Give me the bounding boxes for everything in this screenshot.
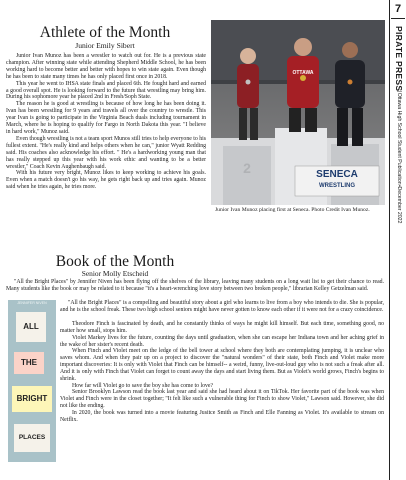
book-cover <box>8 300 56 462</box>
book-paragraph: Theodore Finch is fascinated by death, and he constantly thinks of ways he might kill himself. But each time, something good, no matter how small, stops him. <box>60 321 384 334</box>
issue-date: December 2022 <box>396 186 402 224</box>
athlete-article-body <box>6 53 206 191</box>
book-intro-paragraph: "All the Bright Places" by Jennifer Niven has been flying off the shelves of the library, leaving many students on a long wait list to get their chance to read. Many students like the book or may be related to it because "it's a heart-wrenching love story between two broken people," librarian Kelley Getzelman said. <box>6 279 384 292</box>
publication-subtitle: Ottawa High School Student Publication <box>396 92 402 185</box>
cover-note-places: PLACES <box>14 424 50 452</box>
book-article-body <box>60 321 384 424</box>
cover-note-all: ALL <box>16 312 46 342</box>
book-byline: Senior Molly Etscheid <box>81 269 149 278</box>
cover-note-bright: BRIGHT <box>12 386 52 412</box>
jersey-text: OTTAWA <box>292 70 314 76</box>
book-paragraph: Violet Markey lives for the future, counting the days until graduation, when she can escape her Indiana town and her aching grief in the wake of her sister's recent death. <box>60 334 384 348</box>
athlete-paragraph: This year he went to IHSA state finals and placed 6th. He fought hard and earned a good overall spot. He is looking forward to the future that wrestling may bring him. During his sophomore year he placed 2nd in Fresh/Soph State. <box>6 80 206 101</box>
book-paragraph: How far will Violet go to save the boy she has come to love? <box>72 382 214 389</box>
athlete-paragraph: With his future very bright, Munoz likes to keep working to achieve his goals. Even when a match doesn't go his way, he gets right back up and tries again. Munoz said when he tries again, he tries more. <box>6 170 206 191</box>
cover-note-the: THE <box>14 352 44 374</box>
book-intro <box>6 279 384 293</box>
publication-name: PIRATE PRESS <box>394 26 404 92</box>
book-paragraph: When Finch and Violet meet on the ledge of the bell tower at school where they both are contemplating jumping, it is unclear who saves whom. And when they pair up on a project to discover the "natural wonders" of their state, both Finch and Violet make more important discoveries: It is only with Violet that Finch can be himself-- a weird, funny, live-out-loud guy who is not such a freak after all. And it is only with Finch that Violet can forget to count away the days and start living them. But as Violet's world grows, Finch's begins to shrink. <box>60 348 384 382</box>
page-sidebar <box>389 0 406 480</box>
athlete-byline: Junior Emily Sibert <box>75 41 135 50</box>
athlete-paragraph: Even though wrestling is not a team sport Munos still tries to help everyone to his fullest extent. "He's really kind and helps others when he can," junior Wyatt Redding said. His coaches also acknowledge his effort. " He's a hardworking young man that has really stepped up this year with his work ethic and wanting to be a better wrestler," Coach Kevin Aughenbaugh said. <box>6 135 206 170</box>
seneca-banner-subtext: WRESTLING <box>319 183 355 189</box>
book-title: Book of the Month <box>55 253 175 270</box>
page-number: 7 <box>394 3 402 15</box>
cover-author: JENNIFER NIVEN <box>17 301 47 305</box>
athlete-paragraph: The reason he is good at wrestling is because of how long he has been doing it. Ivan has been wrestling for 9 years and travels all over the country to wrestle. This year Ivan is going to participate in the Virginia Beach duals including tournament in March, where he is hoping to qualify for Fargo in North Dakota this year. "I believe in hard work," Munoz said. <box>6 101 206 135</box>
sidebar-divider <box>391 18 405 19</box>
athlete-title: Athlete of the Month <box>39 24 171 41</box>
publication-masthead: PIRATE PRESS|Ottawa High School Student Publication•December 2022 <box>394 26 404 224</box>
book-intro-paragraph: "All the Bright Places" is a compelling and beautiful story about a girl who learns to live from a boy who intends to die. She is popular, and he is the school freak. These two high school seniors might have never gotten to know each other if it were not for a crazy coincidence. <box>60 300 384 313</box>
book-paragraph: In 2020, the book was turned into a movie featuring Jusitce Smith as Finch and Elle Fanning as Violet. It's available to stream on Netflix. <box>60 409 384 423</box>
photo-caption: Junior Ivan Munoz placing first at Seneca. Photo Credit Ivan Munoz. <box>215 207 370 213</box>
book-intro-wrap <box>60 300 384 314</box>
athlete-paragraph: Junior Ivan Munoz has been a wrestler to watch out for. He is a previous state champion. After winning state while attending Shepherd Middle School, he has been working hard to become better and better with hopes to win state again. Even though he has been to state many times he has only placed first once in 2018. <box>6 53 206 80</box>
wrestling-podium-photo <box>211 20 385 205</box>
seneca-banner-text: SENECA <box>316 169 358 180</box>
book-paragraph: Senior Brooklyn Lawson read the book last year and said she had heard about it on TikTok. Her favorite part of the book was when Violet and Finch were in the closet together; "It felt like such a vulnerable thing for Finch to show Violet," Lawson said. However, she did not like the ending. <box>60 389 384 410</box>
podium-place-number: 2 <box>243 160 251 176</box>
